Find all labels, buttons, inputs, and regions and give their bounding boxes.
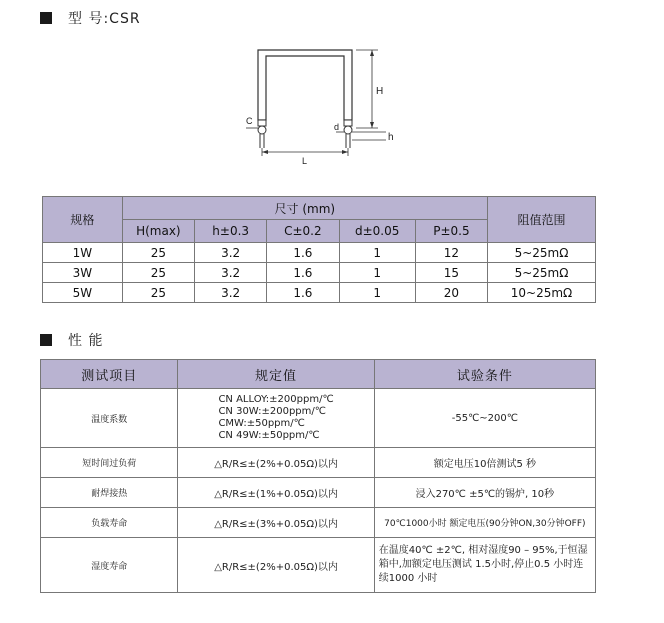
test-condition-cell: 70℃1000小时 额定电压(90分钟ON,30分钟OFF) xyxy=(374,508,595,538)
test-condition-header: 试验条件 xyxy=(374,360,595,389)
dim-cell: 25 xyxy=(122,263,194,283)
dim-cell: 1 xyxy=(339,243,415,263)
dim-cell: 25 xyxy=(122,243,194,263)
table-row xyxy=(41,448,596,478)
table-row xyxy=(41,508,596,538)
spec-value-header: 规定值 xyxy=(178,360,374,389)
label-C: C xyxy=(246,116,253,126)
dim-cell: 1.6 xyxy=(267,283,339,303)
table-row xyxy=(41,389,596,448)
table-row xyxy=(43,243,596,263)
spec-header: 规格 xyxy=(43,197,123,243)
table-row xyxy=(41,478,596,508)
model-title: 型 号:CSR xyxy=(68,11,141,27)
spec-cell: 1W xyxy=(43,243,123,263)
spec-value-cell: △R/R≤±(2%+0.05Ω)以内 xyxy=(178,448,374,478)
dim-cell: 3.2 xyxy=(195,263,267,283)
test-item-cell: 耐焊接热 xyxy=(41,478,178,508)
spec-value-cell: △R/R≤±(1%+0.05Ω)以内 xyxy=(178,478,374,508)
label-H: H xyxy=(376,86,384,97)
dim-cell: 1.6 xyxy=(267,243,339,263)
table-row xyxy=(43,283,596,303)
dim-header: d±0.05 xyxy=(339,220,415,243)
table-row xyxy=(43,263,596,283)
spec-table xyxy=(42,196,596,303)
dim-cell: 25 xyxy=(122,283,194,303)
test-condition-cell: 浸入270℃ ±5℃的锡炉, 10秒 xyxy=(374,478,595,508)
dim-header: C±0.2 xyxy=(267,220,339,243)
dim-cell: 3.2 xyxy=(195,243,267,263)
test-item-cell: 短时间过负荷 xyxy=(41,448,178,478)
dim-header: H(max) xyxy=(122,220,194,243)
test-item-cell: 负载寿命 xyxy=(41,508,178,538)
test-condition-cell: 在温度40℃ ±2℃, 相对湿度90 – 95%,于恒湿箱中,加额定电压测试 1.5小时,停止0.5 小时连续1000 小时 xyxy=(374,538,595,593)
spec-line: CN 49W:±50ppm/℃ xyxy=(218,430,320,441)
left-bulb xyxy=(258,126,266,134)
spec-value-cell: △R/R≤±(2%+0.05Ω)以内 xyxy=(178,538,374,593)
test-condition-cell: -55℃~200℃ xyxy=(374,389,595,448)
label-L: L xyxy=(302,156,308,166)
resistor-dimension-diagram xyxy=(238,40,418,170)
test-item-cell: 温度系数 xyxy=(41,389,178,448)
dims-header: 尺寸 (mm) xyxy=(122,197,487,220)
range-cell: 5~25mΩ xyxy=(488,263,596,283)
dim-cell: 20 xyxy=(415,283,487,303)
model-heading xyxy=(40,8,141,28)
dim-cell: 15 xyxy=(415,263,487,283)
spec-cell: 3W xyxy=(43,263,123,283)
label-d: d xyxy=(334,122,340,132)
dim-cell: 3.2 xyxy=(195,283,267,303)
test-item-cell: 湿度寿命 xyxy=(41,538,178,593)
performance-table xyxy=(40,359,596,593)
square-bullet-icon xyxy=(40,12,52,24)
label-h: h xyxy=(388,132,394,143)
test-condition-cell: 额定电压10倍测试5 秒 xyxy=(374,448,595,478)
spec-cell: 5W xyxy=(43,283,123,303)
spec-line: CN ALLOY:±200ppm/℃ xyxy=(218,394,334,405)
square-bullet-icon xyxy=(40,334,52,346)
performance-heading xyxy=(40,330,103,350)
table-row xyxy=(41,538,596,593)
right-bulb xyxy=(344,126,352,134)
spec-line: CN 30W:±200ppm/℃ xyxy=(218,406,326,417)
test-item-header: 测试项目 xyxy=(41,360,178,389)
range-cell: 10~25mΩ xyxy=(488,283,596,303)
spec-value-cell xyxy=(178,389,374,448)
range-cell: 5~25mΩ xyxy=(488,243,596,263)
performance-title: 性 能 xyxy=(68,333,104,349)
dim-cell: 1 xyxy=(339,283,415,303)
dim-header: h±0.3 xyxy=(195,220,267,243)
range-header: 阻值范围 xyxy=(488,197,596,243)
resistor-strip-outline xyxy=(258,50,352,120)
left-leg xyxy=(258,120,266,126)
dim-cell: 1 xyxy=(339,263,415,283)
dim-cell: 1.6 xyxy=(267,263,339,283)
dim-cell: 12 xyxy=(415,243,487,263)
right-leg xyxy=(344,120,352,126)
dim-header: P±0.5 xyxy=(415,220,487,243)
spec-line: CMW:±50ppm/℃ xyxy=(218,418,305,429)
spec-value-cell: △R/R≤±(3%+0.05Ω)以内 xyxy=(178,508,374,538)
